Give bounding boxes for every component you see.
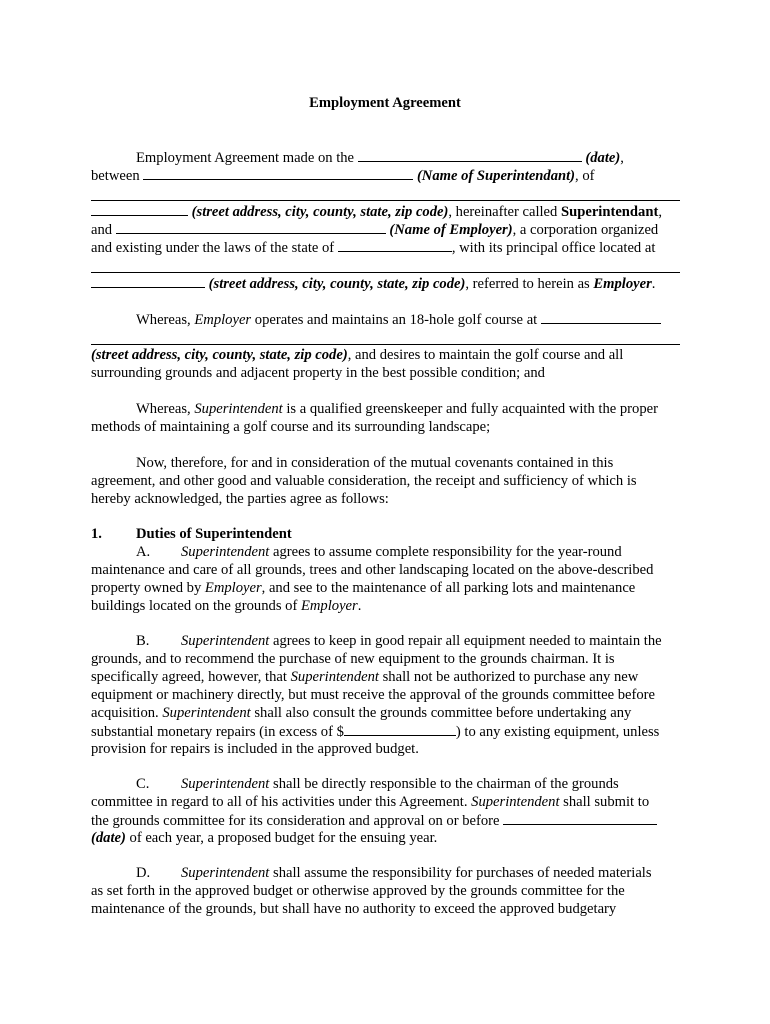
date-blank[interactable] — [358, 148, 582, 162]
section-1-heading: 1. Duties of Superintendent — [91, 526, 292, 542]
superintendant-address-blank[interactable] — [91, 184, 680, 201]
clause-c-line-1: C. Superintendent shall be directly responsible to the chairman of the grounds — [136, 776, 619, 792]
intro-line-5: and (Name of Employer), a corporation organized — [91, 222, 659, 238]
superintendant-address-blank-2[interactable] — [91, 202, 188, 216]
clause-b-line-4: equipment or machinery directly, but must receive the approval of the grounds committee before — [91, 687, 655, 703]
clause-c-line-3: the grounds committee for its consideration and approval on or before — [91, 811, 681, 830]
intro-line-2: between (Name of Superintendant), of — [91, 168, 595, 184]
whereas-2-line-2: methods of maintaining a golf course and its surrounding landscape; — [91, 419, 491, 435]
whereas-1-line-1: Whereas, Employer operates and maintains an 18-hole golf course at — [91, 310, 726, 329]
clause-d-line-2: as set forth in the approved budget or otherwise approved by the grounds committee for the — [91, 883, 625, 899]
clause-d-line-1: D. Superintendent shall assume the responsibility for purchases of needed materials — [136, 865, 652, 881]
whereas-2-line-1: Whereas, Superintendent is a qualified greenskeeper and fully acquainted with the proper — [136, 401, 658, 417]
clause-c-line-2: committee in regard to all of his activities under this Agreement. Superintendent shall submit to — [91, 794, 650, 810]
golf-course-address-blank[interactable] — [541, 310, 661, 324]
clause-c-line-4: (date) of each year, a proposed budget for the ensuing year. — [91, 830, 438, 846]
document-title: Employment Agreement — [309, 95, 461, 111]
clause-a-line-3: property owned by Employer, and see to the maintenance of all parking lots and maintenance — [91, 580, 636, 596]
clause-b-line-7: provision for repairs is included in the approved budget. — [91, 741, 419, 757]
clause-a-line-2: maintenance and care of all grounds, trees and other landscaping located on the above-described — [91, 562, 654, 578]
intro-line-8: (street address, city, county, state, zip code), referred to herein as Employer. — [91, 274, 681, 293]
whereas-1-line-4: surrounding grounds and adjacent property in the best possible condition; and — [91, 365, 545, 381]
golf-course-address-blank-2[interactable] — [91, 328, 680, 345]
state-blank[interactable] — [338, 238, 452, 252]
clause-a-line-4: buildings located on the grounds of Employer. — [91, 598, 362, 614]
now-line-1: Now, therefore, for and in consideration of the mutual covenants contained in this — [136, 455, 614, 471]
clause-b-line-3: specifically agreed, however, that Superintendent shall not be authorized to purchase any new — [91, 669, 639, 685]
repair-amount-blank[interactable] — [344, 722, 456, 736]
employer-address-blank[interactable] — [91, 256, 680, 273]
intro-line-7 — [91, 256, 681, 273]
clause-b-line-6: substantial monetary repairs (in excess of $ ) to any existing equipment, unless — [91, 724, 660, 740]
now-line-3: hereby acknowledged, the parties agree as follows: — [91, 491, 389, 507]
clause-b-line-1: B. Superintendent agrees to keep in good repair all equipment needed to maintain the — [136, 633, 662, 649]
budget-date-blank[interactable] — [503, 811, 657, 825]
superintendant-name-blank[interactable] — [143, 166, 413, 180]
whereas-1-line-3: (street address, city, county, state, zip code), and desires to maintain the golf course and all — [91, 347, 624, 363]
clause-b-line-2: grounds, and to recommend the purchase of new equipment to the grounds chairman. It is — [91, 651, 615, 667]
intro-line-3 — [91, 184, 681, 201]
intro-line-1: Employment Agreement made on the (date), — [136, 150, 624, 166]
clause-d-line-3: maintenance of the grounds, but shall have no authority to exceed the approved budgetary — [91, 901, 617, 917]
employer-address-blank-2[interactable] — [91, 274, 205, 288]
whereas-1-line-2 — [91, 328, 681, 345]
intro-line-6: and existing under the laws of the state of , with its principal office located at — [91, 240, 656, 256]
now-line-2: agreement, and other good and valuable consideration, the receipt and sufficiency of which is — [91, 473, 637, 489]
employer-name-blank[interactable] — [116, 220, 386, 234]
clause-b-line-5: acquisition. Superintendent shall also consult the grounds committee before undertaking any — [91, 705, 632, 721]
clause-a-line-1: A. Superintendent agrees to assume complete responsibility for the year-round — [136, 544, 622, 560]
intro-line-4: (street address, city, county, state, zip code), hereinafter called Superintendant, — [91, 202, 681, 221]
